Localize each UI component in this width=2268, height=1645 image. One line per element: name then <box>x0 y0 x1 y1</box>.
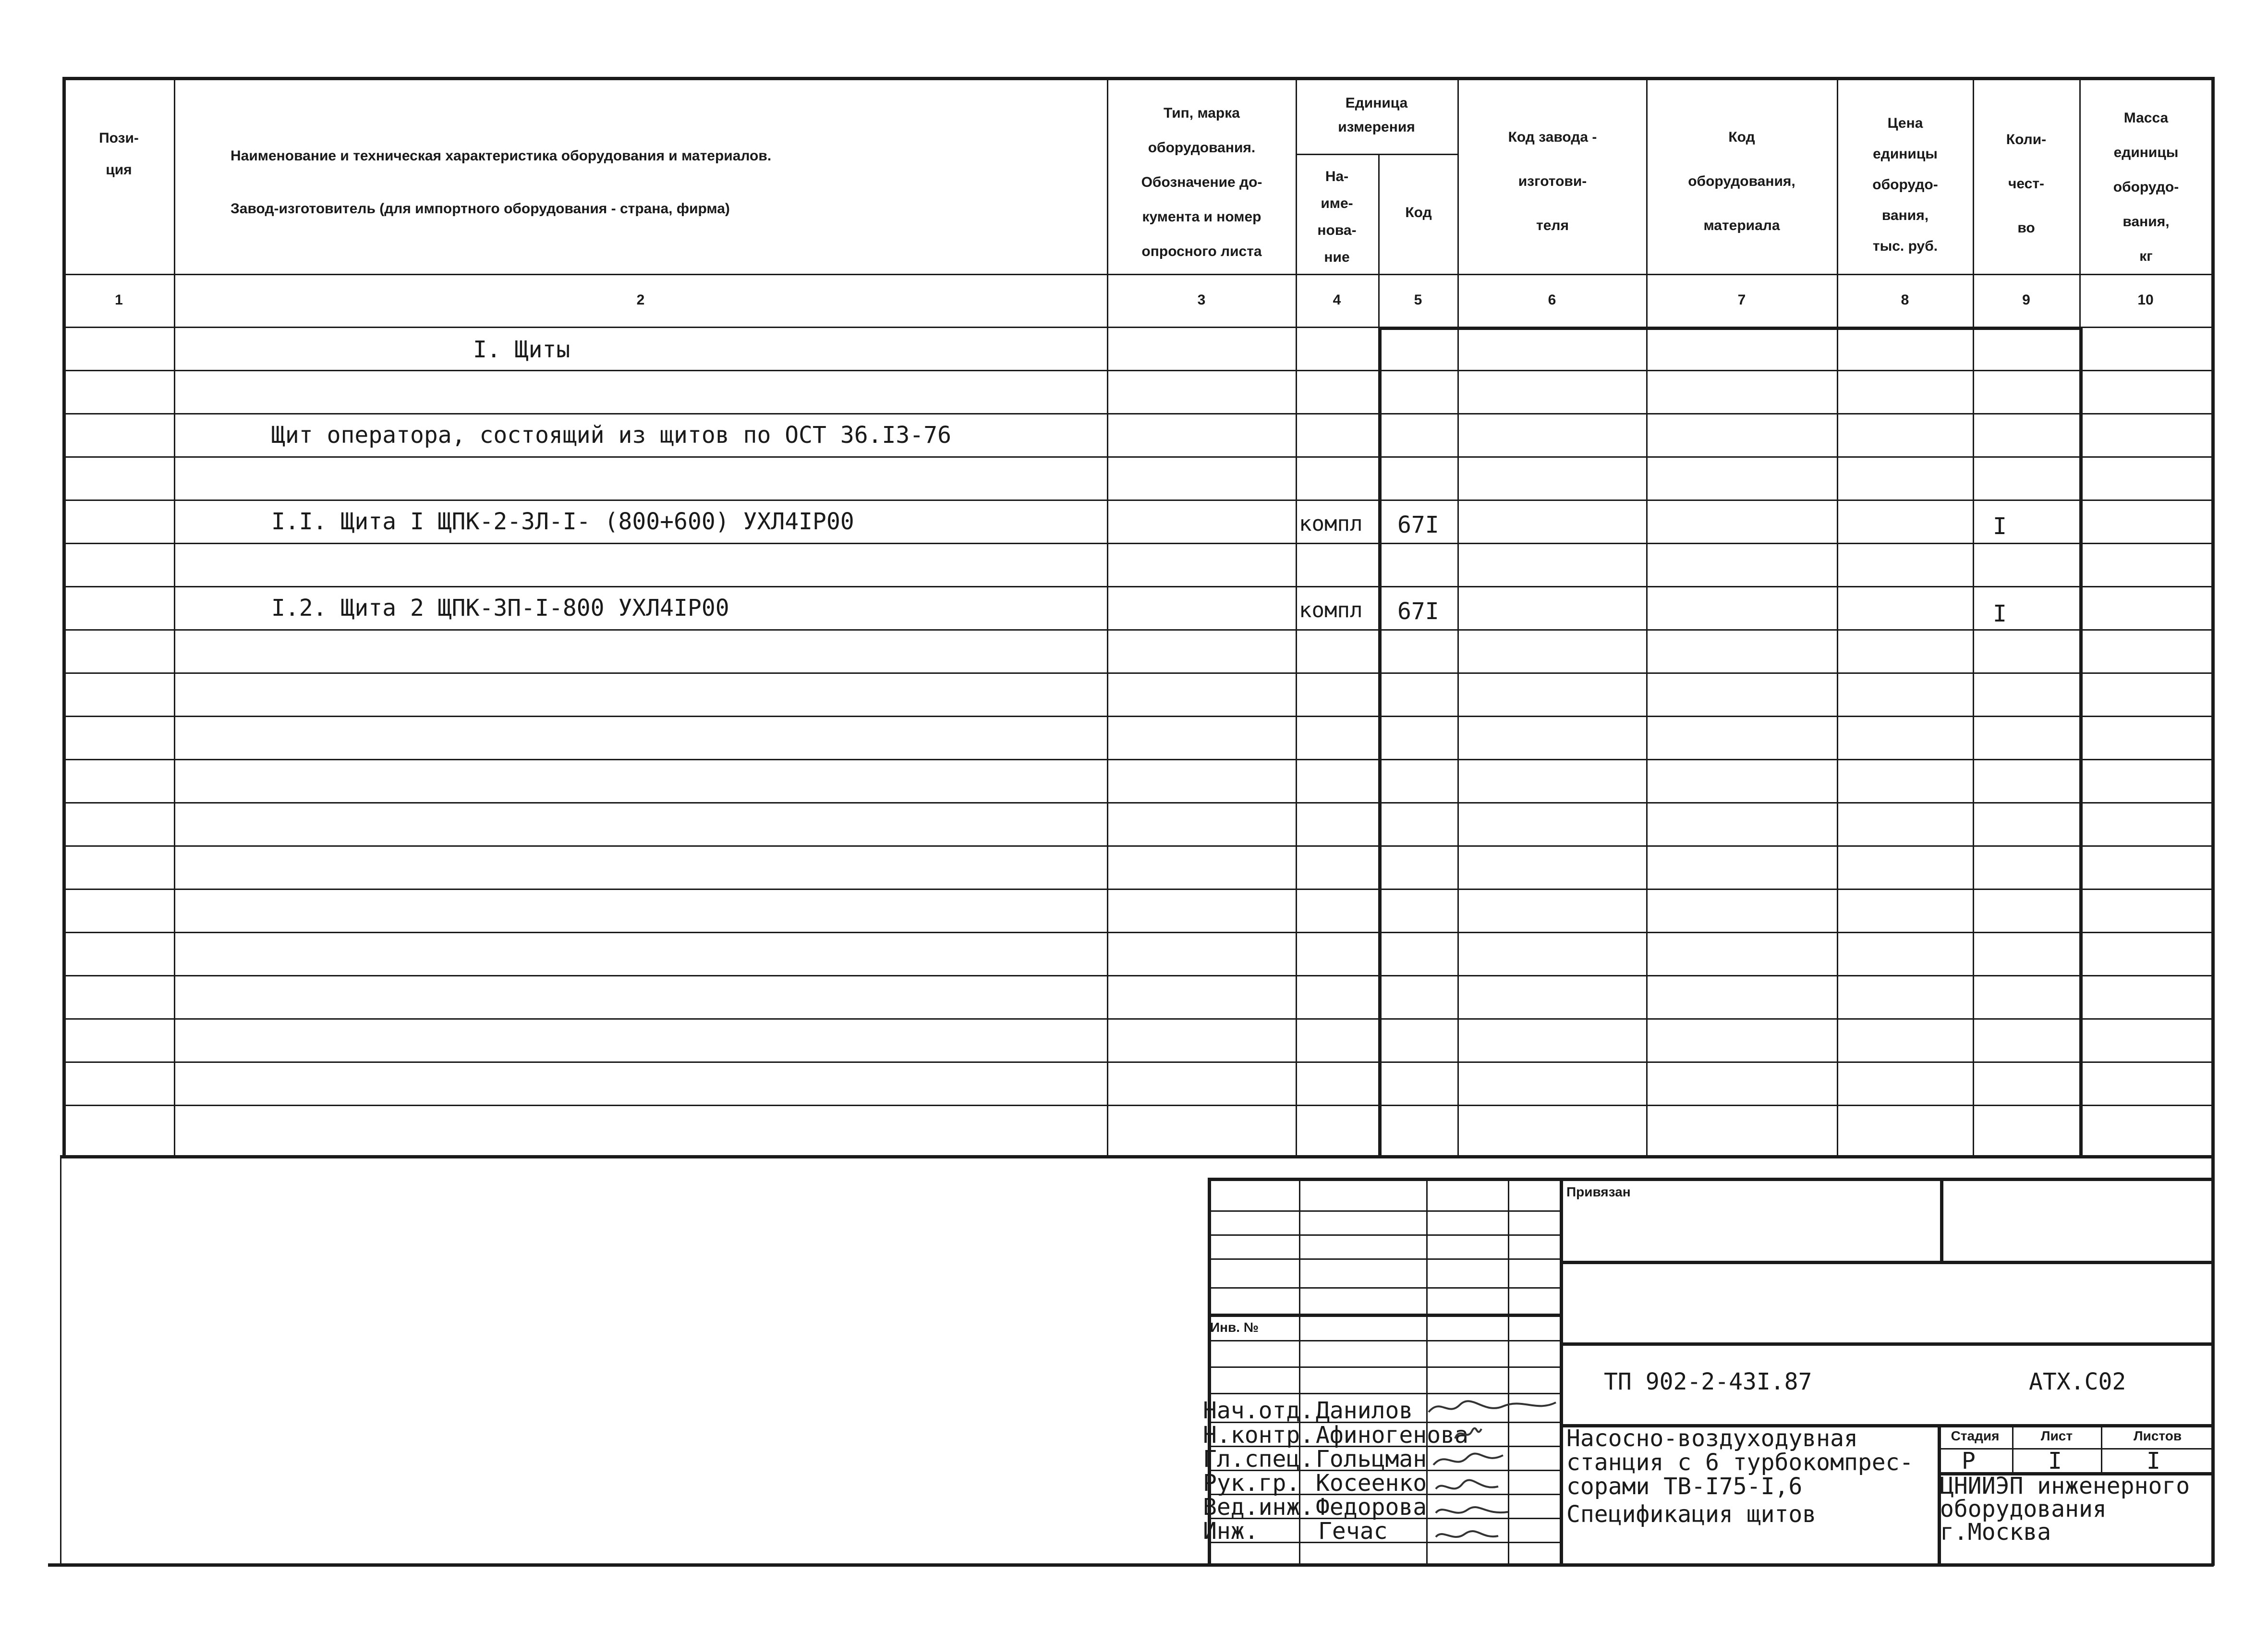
stamp-person: Федорова <box>1316 1494 1427 1521</box>
header-unit-group: Единица измерения <box>1338 95 1415 135</box>
col-number: 10 <box>2137 292 2154 308</box>
header-col9: Коли- чест- во <box>2006 132 2047 236</box>
header-col7: Код оборудования, материала <box>1688 129 1795 233</box>
row-qty: I <box>1993 600 2007 627</box>
row-line <box>62 716 2214 717</box>
row-code: 67I <box>1397 512 1439 538</box>
header-col3: Тип, марка оборудования. Обозначение до- кумента и номер опросного листа <box>1141 105 1262 259</box>
stamp-title: Насосно-воздуходувная станция с 6 турбокомпрес- сорами ТВ-I75-I,6 Спецификация щитов <box>1566 1425 1914 1528</box>
binding-line <box>60 1155 61 1566</box>
stamp-top-border <box>1208 1178 2214 1181</box>
table-right-border <box>2211 77 2215 1157</box>
row-qty: I <box>1993 513 2007 540</box>
row-line <box>62 543 2214 544</box>
row-line <box>62 1018 2214 1020</box>
sheet-bottom-border <box>48 1563 2214 1567</box>
row-line <box>62 932 2214 933</box>
row-line <box>62 586 2214 587</box>
stamp-inv-label: Инв. № <box>1210 1320 1259 1335</box>
col-number: 9 <box>2022 292 2030 308</box>
row-line <box>62 889 2214 890</box>
stamp-person: Гольцман <box>1316 1446 1427 1473</box>
stamp-person: Данилов <box>1316 1397 1413 1424</box>
row-line <box>62 500 2214 501</box>
stamp-row-line <box>1208 1287 1560 1289</box>
stamp-row-line <box>1208 1210 1560 1212</box>
row-line <box>62 759 2214 760</box>
signatures <box>1426 1393 1565 1547</box>
stamp-role: Нач.отд. <box>1203 1397 1314 1424</box>
row-line <box>62 413 2214 414</box>
stamp-sheet-code: АТХ.С02 <box>2029 1368 2126 1395</box>
row-unit: компл <box>1299 598 1363 622</box>
row-line <box>62 370 2214 371</box>
sheet-right-border <box>2211 1155 2215 1566</box>
col-line-7 <box>1837 77 1838 1157</box>
row-line <box>62 456 2214 458</box>
stamp-blank-bottom <box>1560 1342 2214 1346</box>
col-number: 6 <box>1548 292 1556 308</box>
col-line-5 <box>1457 77 1459 1157</box>
row-name: I.I. Щита I ЩПК-2-3Л-I- (800+600) УХЛ4IP00 <box>271 508 854 535</box>
stamp-sheet-value: I <box>2048 1448 2062 1474</box>
row-line <box>62 672 2214 674</box>
stamp-sheet-label: Лист <box>2040 1428 2073 1443</box>
stamp-person: Афиногенова <box>1316 1422 1468 1449</box>
stamp-privyazan-label: Привязан <box>1566 1184 1631 1199</box>
row-line <box>62 802 2214 804</box>
header-col10: Масса единицы оборудо- вания, кг <box>2113 110 2179 264</box>
stamp-person: Косеенко <box>1316 1470 1427 1497</box>
stamp-stage-value: Р <box>1962 1448 1976 1474</box>
stamp-privyazan-bottom <box>1560 1261 2214 1264</box>
stamp-role: Вед.инж. <box>1203 1494 1314 1521</box>
row-line <box>62 845 2214 847</box>
col-number: 8 <box>1901 292 1909 308</box>
stamp-role: Гл.спец. <box>1203 1446 1314 1473</box>
row-code: 67I <box>1397 598 1439 625</box>
header-col4: На- име- нова- ние <box>1317 169 1357 265</box>
stamp-organization: ЦНИИЭП инженерного оборудования г.Москва <box>1940 1473 2190 1546</box>
stamp-row-line <box>1208 1314 1560 1317</box>
col-number: 5 <box>1414 292 1422 308</box>
row-name: I.2. Щита 2 ЩПК-3П-I-800 УХЛ4IP00 <box>271 595 729 621</box>
stamp-person: Гечас <box>1318 1518 1388 1545</box>
block-left-line <box>1378 327 1382 1157</box>
col-line-2 <box>1107 77 1108 1157</box>
row-line <box>62 1105 2214 1106</box>
row-name: Щит оператора, состоящий из щитов по ОСТ 36.I3-76 <box>271 422 952 449</box>
block-top-line <box>1378 327 2083 330</box>
table-bottom-border <box>60 1155 2214 1158</box>
stamp-row-line <box>1208 1366 1560 1368</box>
header-divider <box>62 274 2214 275</box>
col-number: 2 <box>636 292 645 308</box>
stamp-row-line <box>1208 1234 1560 1236</box>
stamp-sheets-label: Листов <box>2133 1428 2182 1443</box>
row-line <box>62 1061 2214 1063</box>
stamp-row-line <box>1208 1340 1560 1341</box>
stamp-role: Н.контр. <box>1203 1422 1314 1449</box>
stamp-stage-label: Стадия <box>1951 1428 2000 1443</box>
table-top-border <box>62 77 2214 80</box>
header-col1: Пози- ция <box>99 130 139 178</box>
col-number: 3 <box>1197 292 1206 308</box>
stamp-row-line <box>1208 1258 1560 1260</box>
stamp-role: Инж. <box>1203 1518 1259 1545</box>
stamp-sheets-value: I <box>2147 1448 2160 1474</box>
stamp-stage-header-bottom <box>1938 1448 2214 1450</box>
row-unit: компл <box>1299 512 1363 536</box>
stamp-doc-code: ТП 902-2-43I.87 <box>1604 1368 1812 1395</box>
col-number: 7 <box>1737 292 1746 308</box>
table-left-border <box>62 77 66 1157</box>
header-col2: Наименование и техническая характеристика оборудования и материалов. Завод-изготовитель (для импортного оборудования - страна, фирма) <box>230 148 772 217</box>
header-col6: Код завода - изготови- теля <box>1508 129 1597 233</box>
stamp-privyazan-split <box>1940 1178 1943 1261</box>
block-right-line <box>2079 327 2083 1157</box>
col-line-8 <box>1973 77 1974 1157</box>
col-line-6 <box>1646 77 1648 1157</box>
col-line-1 <box>174 77 175 1157</box>
header-col5: Код <box>1405 205 1432 220</box>
row-line <box>62 975 2214 976</box>
stamp-role: Рук.гр. <box>1203 1470 1300 1497</box>
header-col8: Цена единицы оборудо- вания, тыс. руб. <box>1872 115 1938 254</box>
unit-split-line <box>1296 154 1457 155</box>
col-number: 4 <box>1333 292 1341 308</box>
row-line <box>62 629 2214 631</box>
section-title: I. Щиты <box>473 336 570 363</box>
col-number: 1 <box>115 292 123 308</box>
